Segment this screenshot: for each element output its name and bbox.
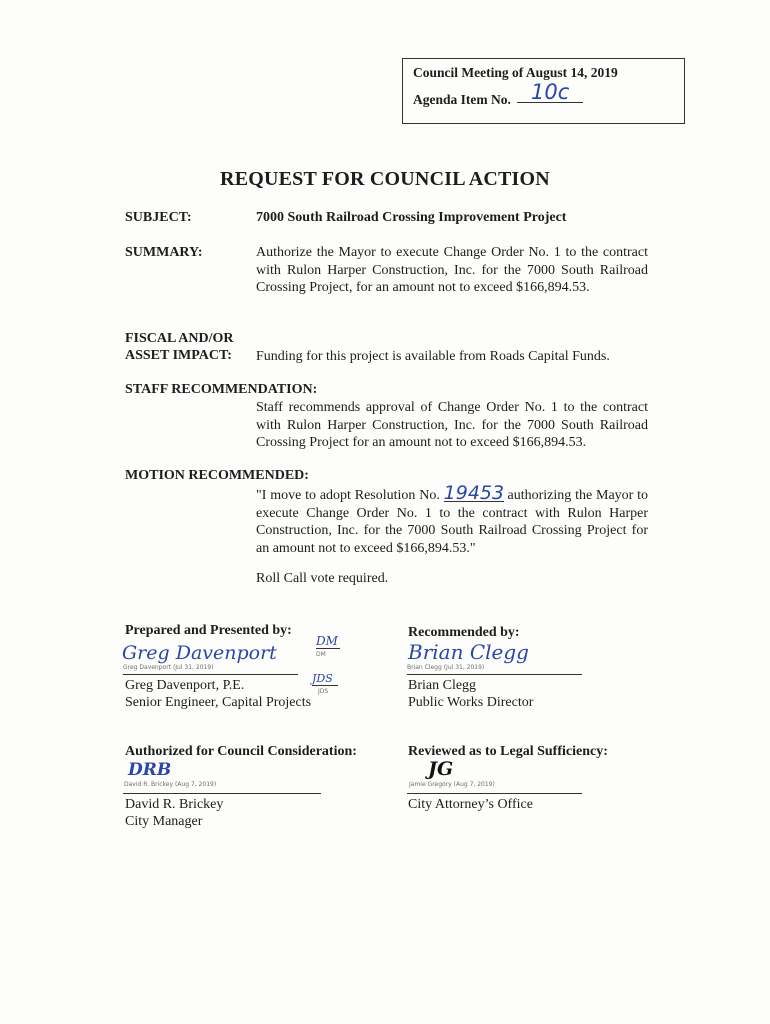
motion-label: MOTION RECOMMENDED: bbox=[125, 468, 309, 483]
authorized-name: David R. Brickey bbox=[125, 797, 224, 812]
legal-signature-line bbox=[407, 793, 582, 794]
authorized-signature-line bbox=[123, 793, 321, 794]
prepared-signature-line bbox=[123, 674, 298, 675]
motion-text-end: authorizing the Mayor to execute Change Order No. 1 to the contract with Rulon Harper Construction, Inc. for the 7000 South Railroad Crossing Project for an amount not to exceed $166,894.53." bbox=[256, 488, 649, 556]
recommended-signature-line bbox=[407, 674, 582, 675]
staff-recommendation-text: Staff recommends approval of Change Order No. 1 to the contract with Rulon Harper Construction, Inc. for the 7000 South Railroad Crossing Project for an amount not to exceed $166,894.53. bbox=[256, 400, 648, 450]
prepared-by-label: Prepared and Presented by: bbox=[125, 623, 292, 638]
initials-jds: JDS bbox=[312, 672, 338, 686]
legal-signature: JG bbox=[428, 758, 454, 780]
legal-review-label: Reviewed as to Legal Sufficiency: bbox=[408, 744, 608, 759]
meeting-info-box bbox=[402, 58, 685, 124]
fiscal-label-line2: ASSET IMPACT: bbox=[125, 348, 232, 363]
recommended-by-name: Brian Clegg bbox=[408, 678, 477, 693]
authorized-esign-caption: David R. Brickey (Aug 7, 2019) bbox=[124, 781, 217, 788]
resolution-number: 19453 bbox=[443, 482, 505, 504]
prepared-by-esign-caption: Greg Davenport (Jul 31, 2019) bbox=[123, 664, 214, 671]
recommended-by-esign-caption: Brian Clegg (Jul 31, 2019) bbox=[407, 664, 485, 671]
authorized-signature: DRB bbox=[128, 760, 172, 780]
fiscal-label-line1: FISCAL AND/OR bbox=[125, 331, 234, 346]
prepared-by-title: Senior Engineer, Capital Projects bbox=[125, 695, 312, 710]
initials-jds-caption: JDS bbox=[318, 688, 329, 695]
authorized-title: City Manager bbox=[125, 814, 203, 829]
summary-label: SUMMARY: bbox=[125, 245, 203, 260]
prepared-by-name: Greg Davenport, P.E. bbox=[125, 678, 245, 693]
motion-text bbox=[256, 482, 649, 557]
fiscal-text: Funding for this project is available from Roads Capital Funds. bbox=[256, 349, 610, 364]
prepared-by-signature: Greg Davenport bbox=[122, 642, 277, 664]
agenda-item-number: 10c bbox=[517, 81, 583, 103]
authorized-label: Authorized for Council Consideration: bbox=[125, 744, 357, 759]
roll-call-note: Roll Call vote required. bbox=[256, 571, 389, 586]
recommended-by-label: Recommended by: bbox=[408, 625, 520, 640]
meeting-date: Council Meeting of August 14, 2019 bbox=[413, 65, 618, 80]
agenda-item-label: Agenda Item No. bbox=[413, 92, 511, 107]
subject-label: SUBJECT: bbox=[125, 210, 192, 225]
legal-office: City Attorney’s Office bbox=[408, 797, 533, 812]
staff-recommendation-label: STAFF RECOMMENDATION: bbox=[125, 382, 318, 397]
subject-text: 7000 South Railroad Crossing Improvement Project bbox=[256, 210, 567, 225]
summary-text: Authorize the Mayor to execute Change Order No. 1 to the contract with Rulon Harper Construction, Inc. for the 7000 South Railroad Crossing Project, for an amount not to exceed $166,894.53. bbox=[256, 245, 648, 295]
recommended-by-signature: Brian Clegg bbox=[408, 640, 529, 664]
initials-dm-caption: DM bbox=[316, 651, 326, 658]
initials-dm: DM bbox=[316, 634, 340, 649]
recommended-by-title: Public Works Director bbox=[408, 695, 534, 710]
motion-text-start: "I move to adopt Resolution No. bbox=[256, 488, 440, 503]
legal-esign-caption: Jamie Gregory (Aug 7, 2019) bbox=[409, 781, 495, 788]
page-title: REQUEST FOR COUNCIL ACTION bbox=[220, 168, 550, 190]
